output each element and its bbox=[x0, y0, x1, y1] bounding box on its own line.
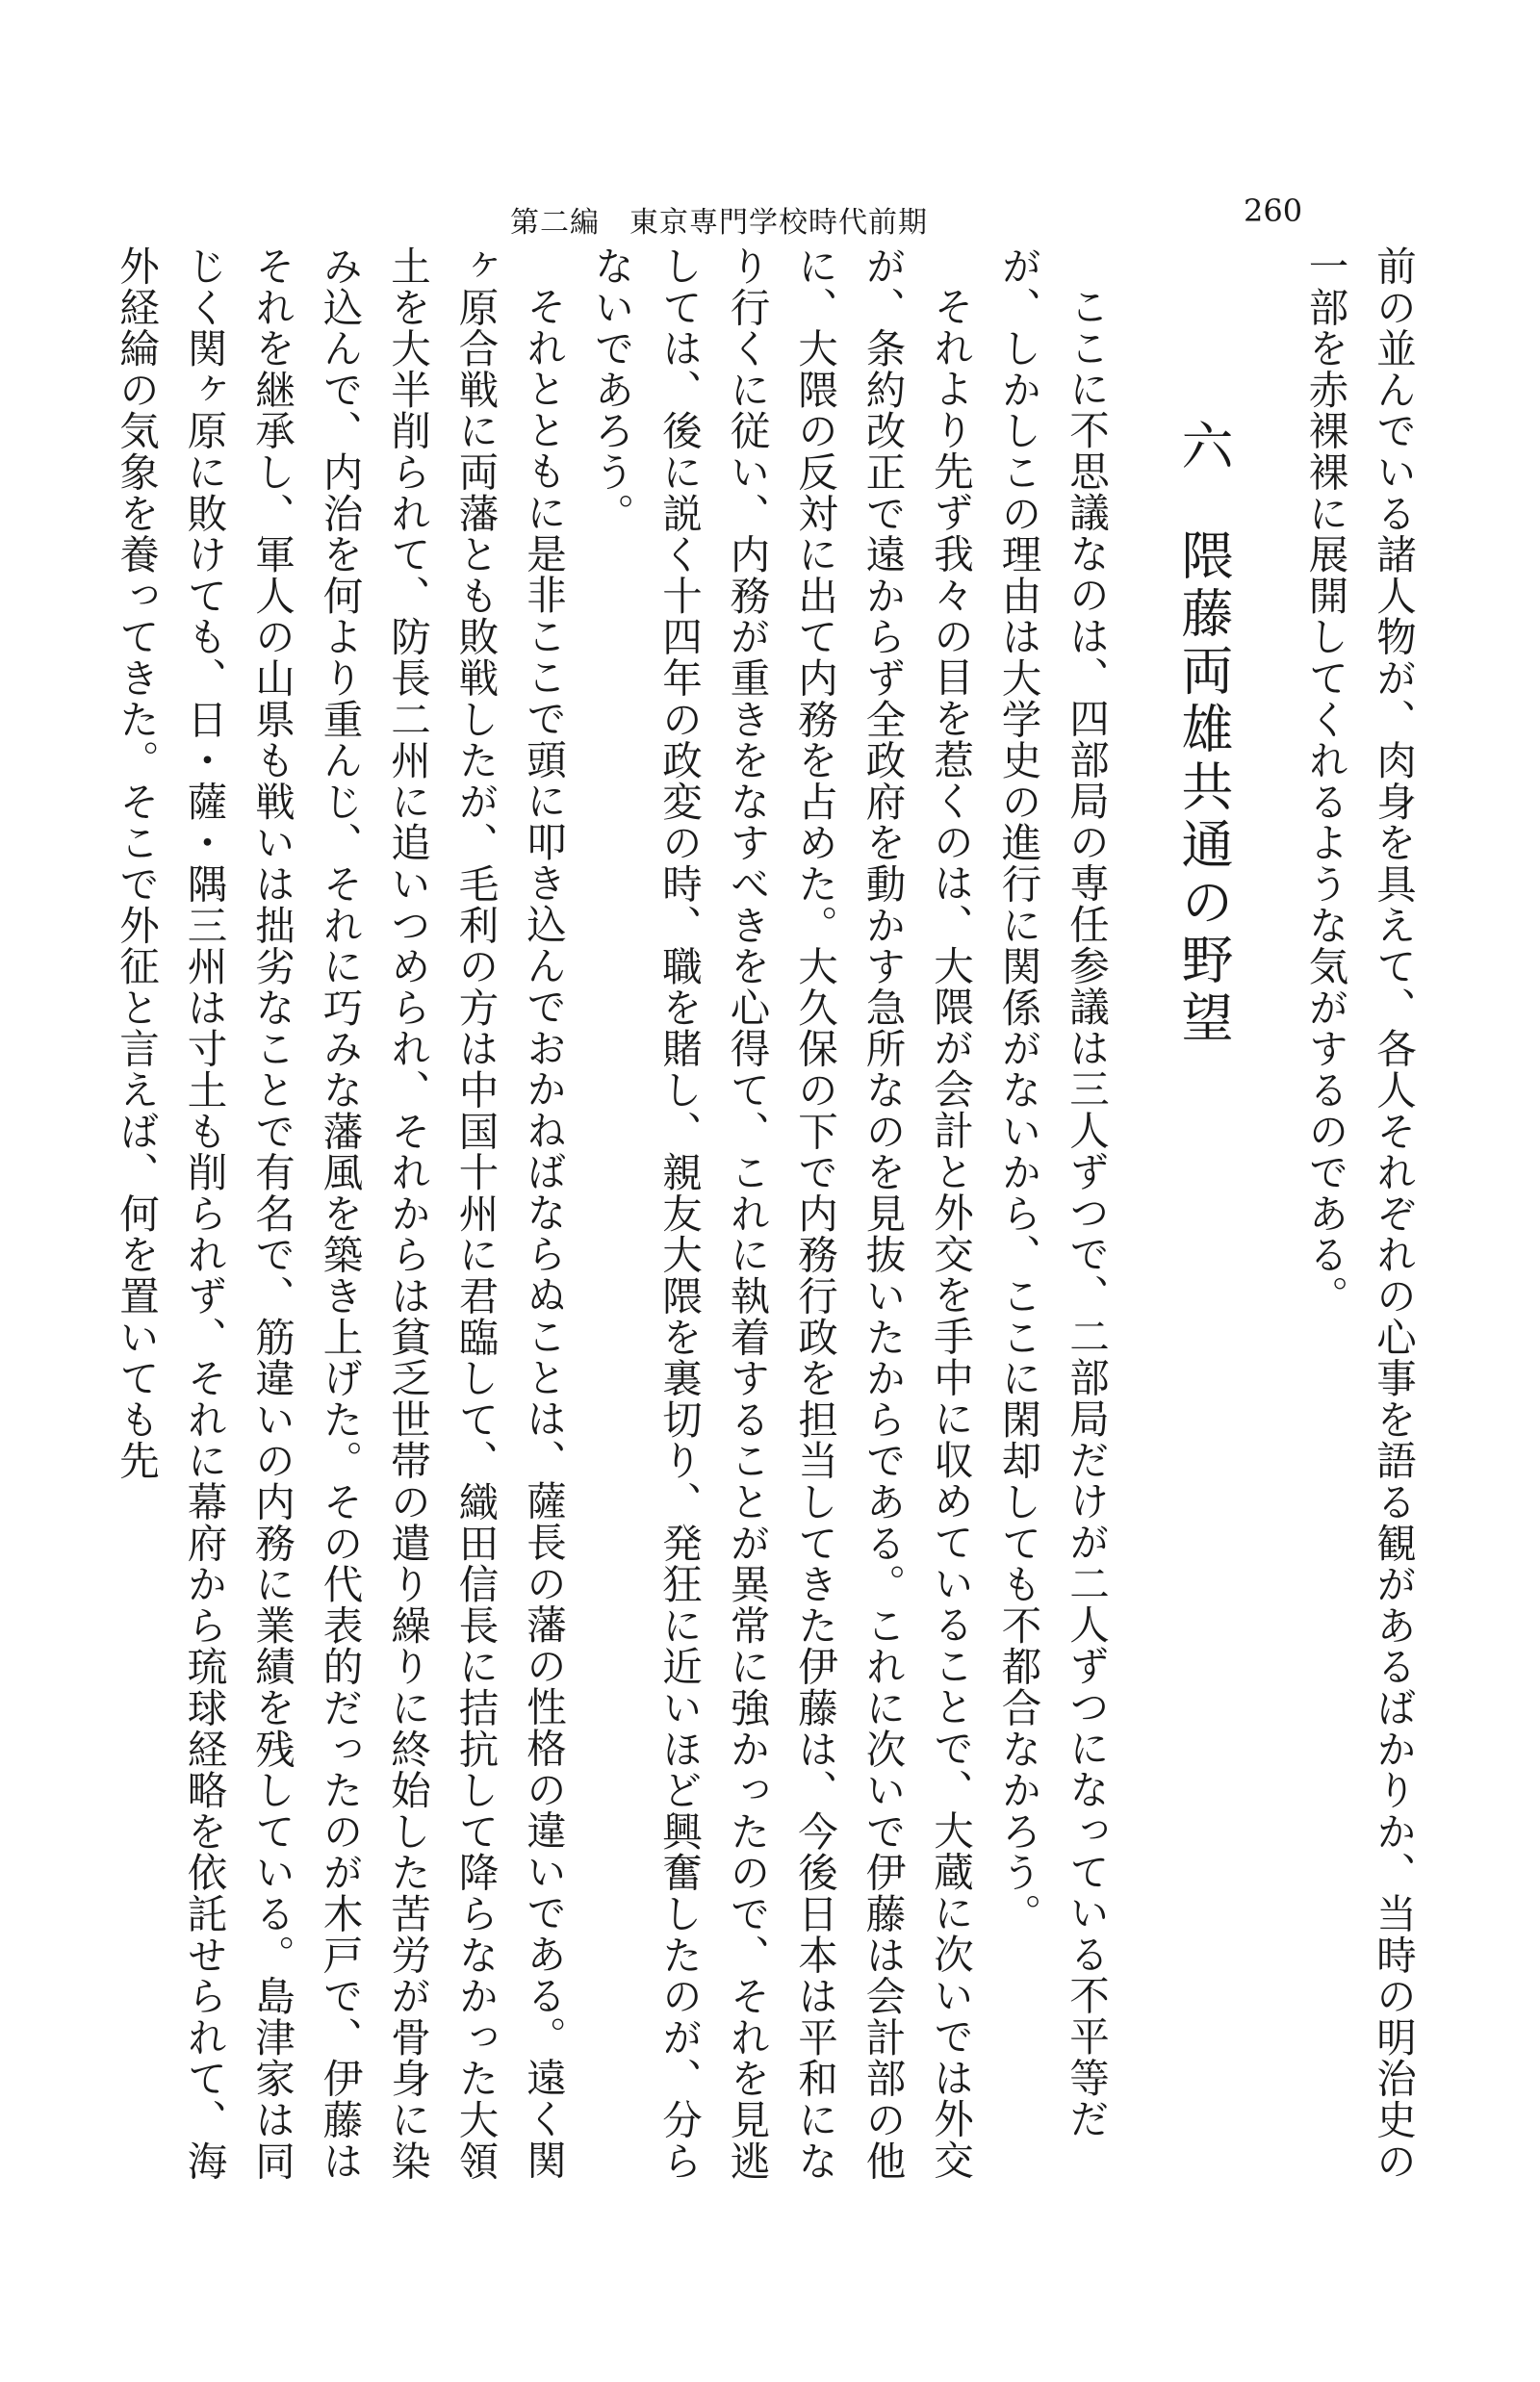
paragraph-continued: 前の並んでいる諸人物が、肉身を具えて、各人それぞれの心事を語る観があるばかりか、当時の明治史の一部を赤裸裸に展開してくれるような気がするのである。 bbox=[1301, 245, 1417, 2182]
paragraph: それより先ず我々の目を惹くのは、大隈が会計と外交を手中に収めていることで、大蔵に次いでは外交が、条約改正で遠からず全政府を動かす急所なのを見抜いたからである。これに次いで伊藤は会計部の他に、大隈の反対に出て内務を占めた。大久保の下で内務行政を担当してきた伊藤は、今後日本は平和になり行くに従い、内務が重きをなすべきを心得て、これに執着することが異常に強かったので、それを見逃しては、後に説く十四年の政変の時、職を賭し、親友大隈を裏切り、発狂に近いほど興奮したのが、分らないであろう。 bbox=[587, 245, 974, 2182]
paragraph: ここに不思議なのは、四部局の専任参議は三人ずつで、二部局だけが二人ずつになっている不平等だが、しかしこの理由は大学史の進行に関係がないから、ここに閑却しても不都合なかろう。 bbox=[994, 245, 1110, 2139]
section-number: 六 bbox=[1173, 419, 1234, 476]
page-number: 260 bbox=[1244, 192, 1303, 229]
paragraph: それとともに是非ここで頭に叩き込んでおかねばならぬことは、薩長の藩の性格の違いである。遠く関ヶ原合戦に両藩とも敗戦したが、毛利の方は中国十州に君臨して、織田信長に拮抗して降らなかった大領土を大半削られて、防長二州に追いつめられ、それからは貧乏世帯の遣り繰りに終始した苦労が骨身に染み込んで、内治を何より重んじ、それに巧みな藩風を築き上げた。その代表的だったのが木戸で、伊藤はそれを継承し、軍人の山県も戦いは拙劣なことで有名で、筋違いの内務に業績を残している。島津家は同じく関ヶ原に敗けても、日・薩・隅三州は寸土も削られず、それに幕府から琉球経略を依託せられて、海外経綸の気象を養ってきた。そこで外征と言えば、何を置いても先 bbox=[113, 245, 567, 2182]
running-head: 第二編 東京専門学校時代前期 bbox=[510, 206, 928, 240]
section-title: 隈藤両雄共通の野望 bbox=[1173, 528, 1234, 1048]
section-heading bbox=[1150, 245, 1256, 2199]
section-heading-gap bbox=[1203, 476, 1204, 528]
body-text bbox=[102, 245, 1427, 2199]
